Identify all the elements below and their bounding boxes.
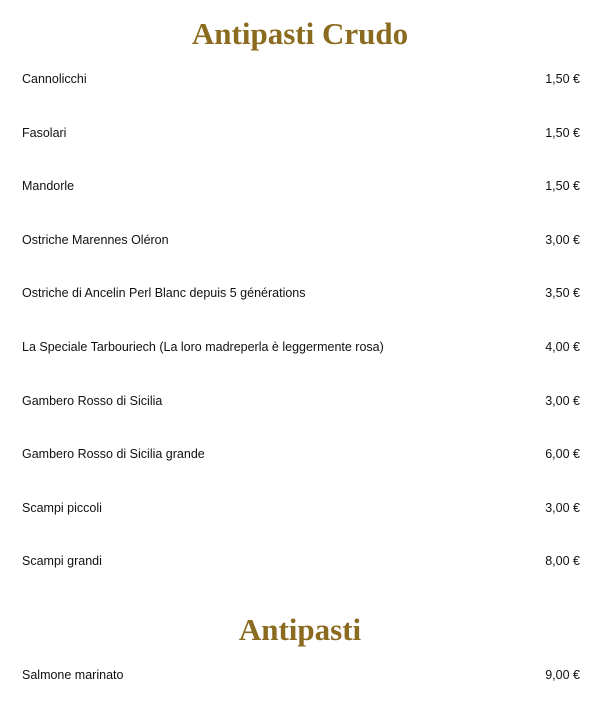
menu-item-price: 3,00 € <box>545 393 580 408</box>
menu-list-antipasti-crudo <box>22 69 580 605</box>
menu-item-price: 1,50 € <box>545 179 580 194</box>
menu-item-price: 3,50 € <box>545 286 580 301</box>
menu-item-price: 1,50 € <box>545 125 580 140</box>
section-title-antipasti: Antipasti <box>238 612 362 647</box>
menu-item-name: La Speciale Tarbouriech (La loro madreperla è leggermente rosa) <box>22 339 384 354</box>
menu-item-name: Ostriche Marennes Oléron <box>22 232 169 247</box>
section-title-antipasti-crudo: Antipasti Crudo <box>191 16 409 51</box>
menu-item-price: 9,00 € <box>545 668 580 682</box>
menu-item <box>22 176 580 230</box>
menu-list-antipasti <box>22 665 580 719</box>
menu-item-name: Scampi grandi <box>22 554 102 569</box>
menu-item <box>22 665 580 719</box>
menu-item <box>22 283 580 337</box>
menu-item <box>22 337 580 391</box>
menu-item-price: 8,00 € <box>545 554 580 569</box>
menu-item <box>22 444 580 498</box>
menu-item <box>22 498 580 552</box>
menu-item <box>22 230 580 284</box>
menu-item-name: Scampi piccoli <box>22 500 102 515</box>
menu-item-name: Ostriche di Ancelin Perl Blanc depuis 5 générations <box>22 286 306 301</box>
menu-item-price: 3,00 € <box>545 232 580 247</box>
menu-item-price: 4,00 € <box>545 339 580 354</box>
menu-item-name: Gambero Rosso di Sicilia <box>22 393 163 408</box>
menu-item <box>22 123 580 177</box>
menu-item-name: Fasolari <box>22 125 67 140</box>
menu-item-name: Gambero Rosso di Sicilia grande <box>22 447 205 462</box>
menu-item-name: Salmone marinato <box>22 668 124 682</box>
menu-item <box>22 391 580 445</box>
menu-item <box>22 69 580 123</box>
menu-item-price: 3,00 € <box>545 500 580 515</box>
menu-item-price: 1,50 € <box>545 72 580 86</box>
menu-item-price: 6,00 € <box>545 447 580 462</box>
menu-item <box>22 551 580 605</box>
menu-item-name: Cannolicchi <box>22 72 87 86</box>
menu-item-name: Mandorle <box>22 179 75 194</box>
